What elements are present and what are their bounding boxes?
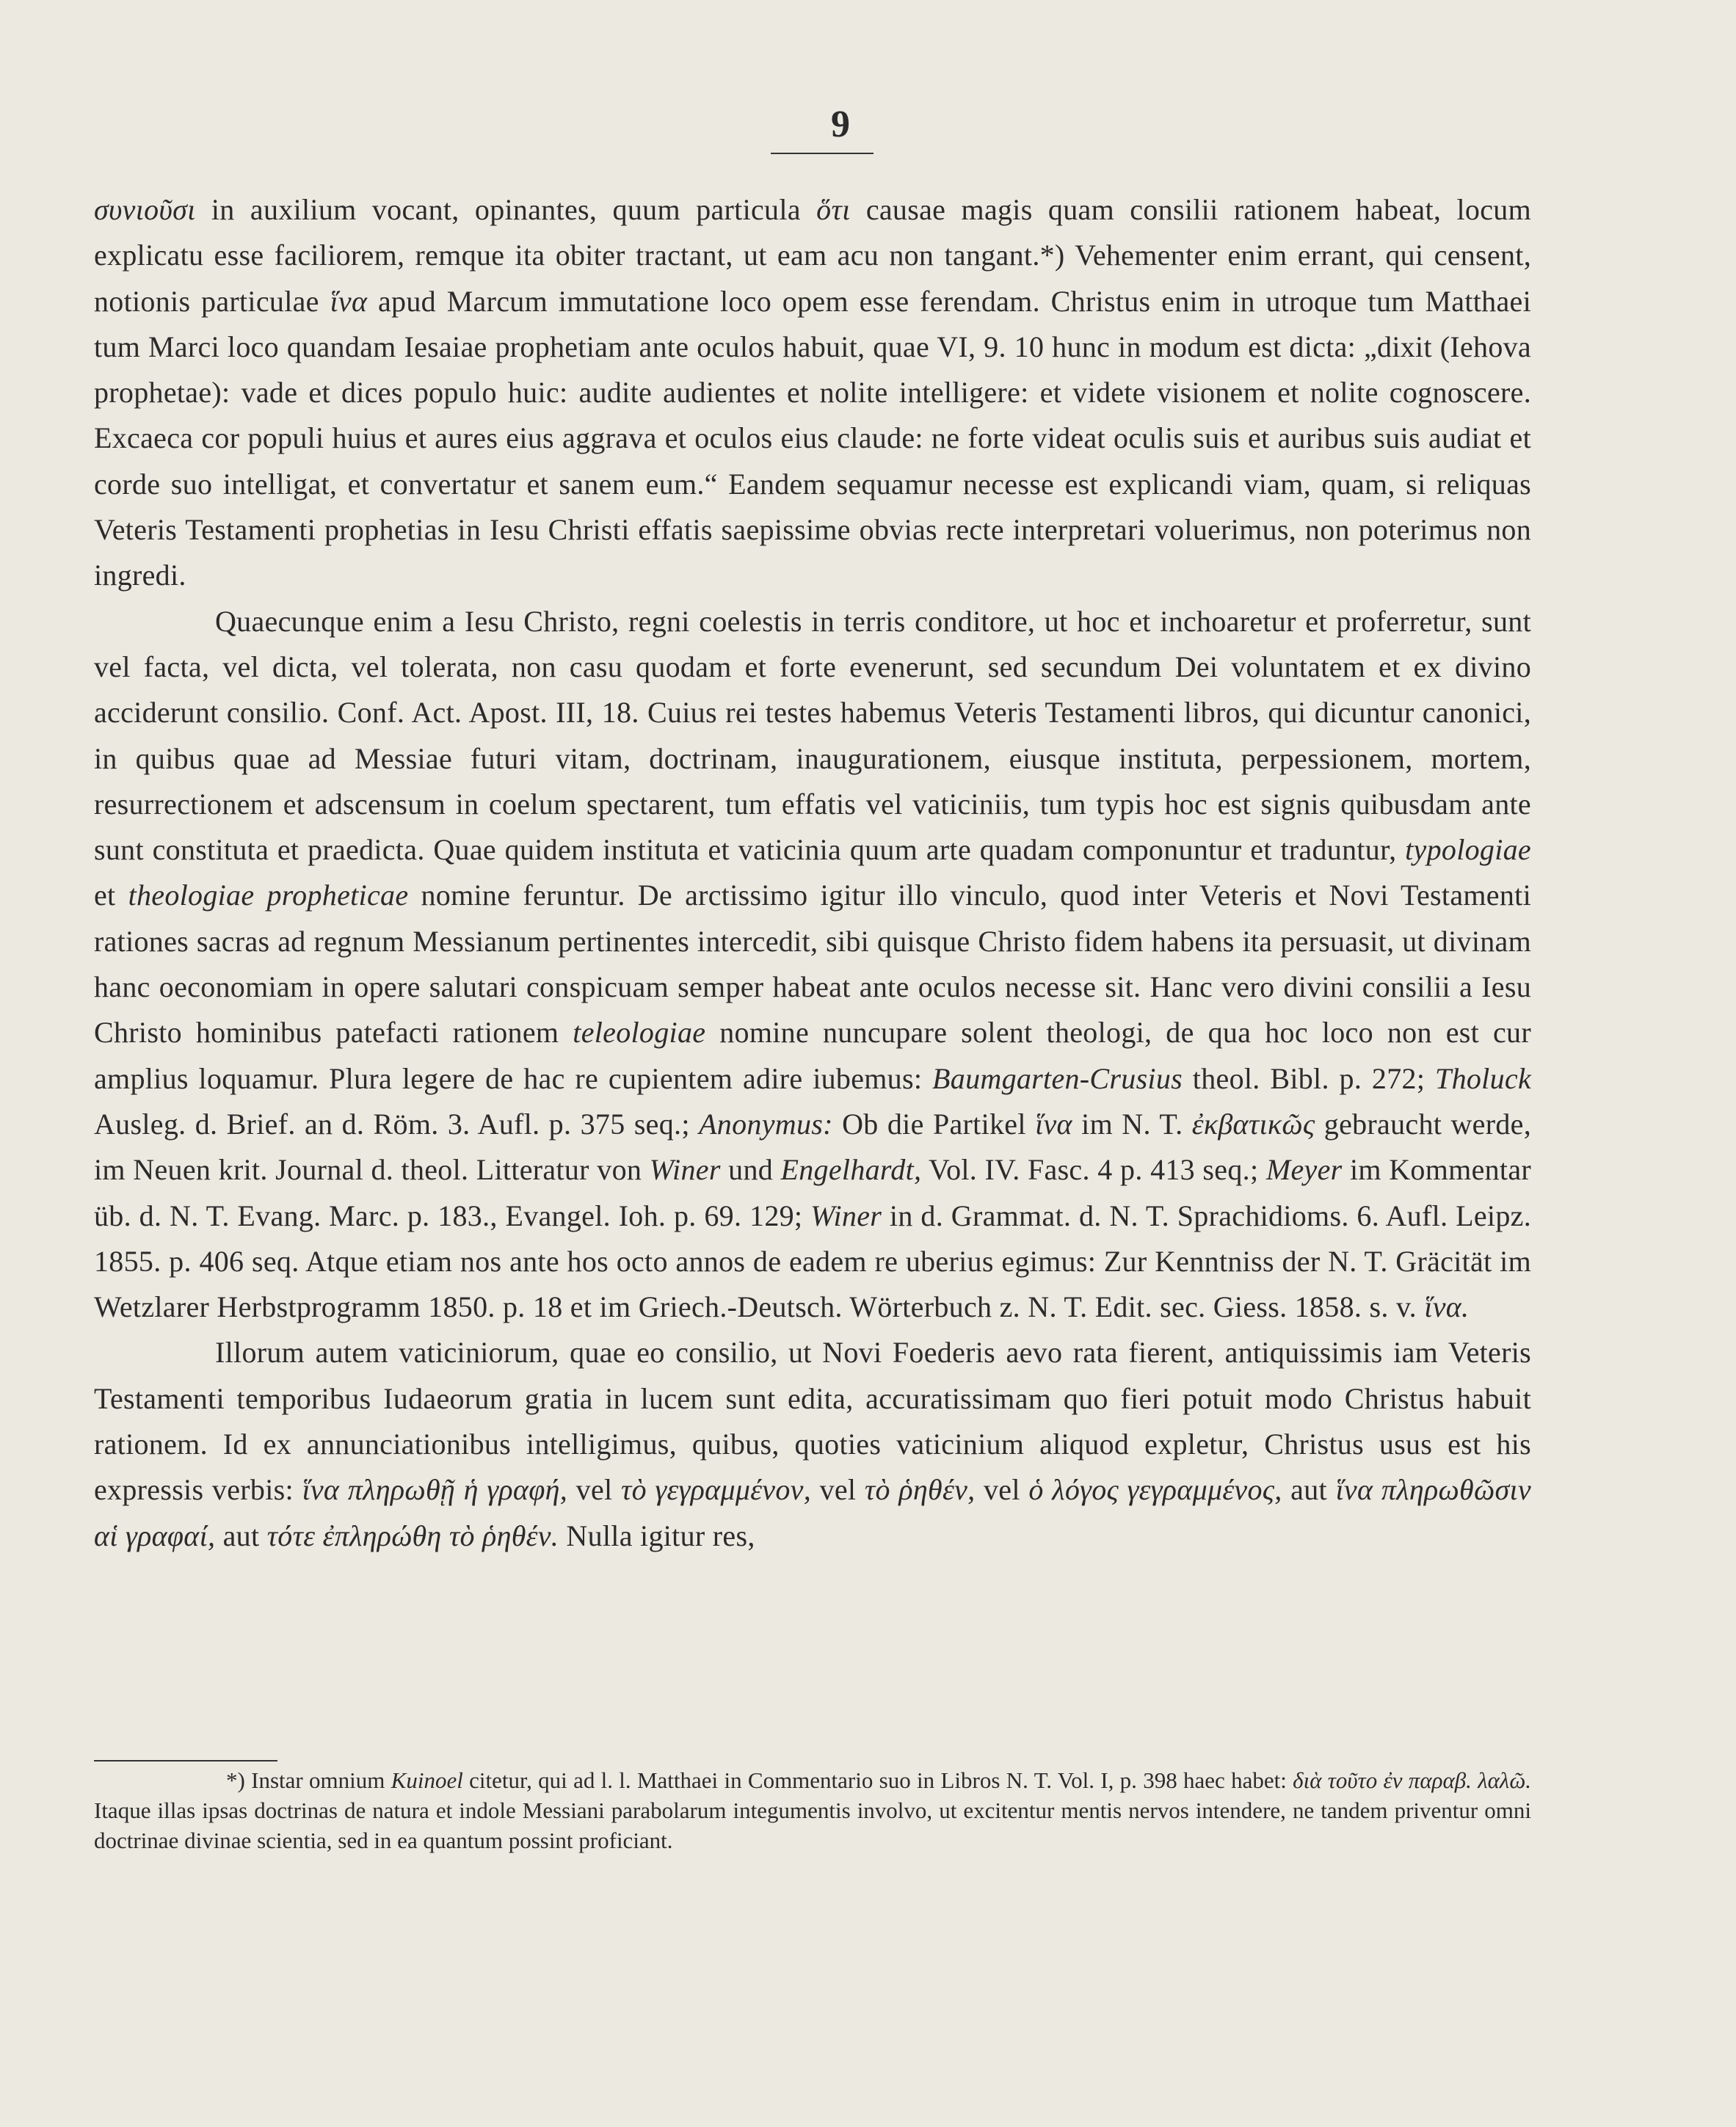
text-run: aut	[1282, 1473, 1336, 1507]
text-run: im N. T.	[1072, 1107, 1192, 1141]
greek-text: ὁ λόγος γεγραμμένος,	[1028, 1473, 1282, 1507]
text-run: vel	[811, 1473, 865, 1507]
italic-text: Meyer	[1265, 1153, 1343, 1187]
italic-text: Baumgarten-Crusius	[932, 1061, 1183, 1095]
italic-text: typologiae	[1405, 833, 1531, 867]
greek-text: ὅτι	[816, 193, 851, 226]
text-run: nomine nuncupare solent theologi, de qua hoc loco non est cur amplius loquamur. Plura legere de hac re cupientem adire iubemus:	[94, 1016, 1531, 1095]
greek-text: ἵνα.	[1424, 1290, 1470, 1324]
text-run: theol. Bibl. p. 272;	[1183, 1061, 1436, 1095]
greek-text: συνιοῦσι	[94, 193, 196, 226]
greek-text: τότε ἐπληρώθη τὸ ῥηθέν.	[266, 1519, 559, 1552]
greek-text: τὸ ῥηθέν,	[864, 1473, 976, 1507]
italic-text: Engelhardt,	[780, 1153, 922, 1187]
italic-text: Winer	[649, 1153, 721, 1187]
italic-text: Winer	[810, 1199, 882, 1232]
text-run: aut	[215, 1519, 267, 1552]
paragraph-2	[94, 599, 1531, 1331]
greek-text: τὸ γεγραμμένον,	[621, 1473, 811, 1507]
page-number: 9	[831, 103, 850, 145]
text-run: causae magis quam consilii rationem habeat, locum explicatu esse faciliorem, remque ita obiter tractant, ut eam acu non tangant.*) Vehementer enim errant, qui censent, notionis particulae	[94, 193, 1531, 318]
text-run: *) Instar omnium	[226, 1767, 391, 1793]
footnote-rule	[94, 1760, 277, 1761]
text-run: et	[94, 879, 128, 912]
text-run: Nulla igitur res,	[559, 1519, 755, 1552]
text-run: vel	[567, 1473, 621, 1507]
italic-text: Kuinoel	[391, 1767, 463, 1793]
greek-text: ἵνα	[330, 284, 368, 318]
footnote-text	[94, 1765, 1531, 1855]
text-run: Vol. IV. Fasc. 4 p. 413 seq.;	[921, 1153, 1266, 1187]
italic-text: Tholuck	[1435, 1061, 1531, 1095]
page-number-rule	[771, 153, 874, 154]
text-run: Itaque illas ipsas doctrinas de natura et indole Messiani parabolarum integumentis involvo, ut excitentur mentis nervos intendere, ne tandem priventur omni doctrinae divinae scientia, sed in ea quantum possint proficiant.	[94, 1797, 1531, 1853]
footnote	[94, 1765, 1531, 1855]
paragraph-1	[94, 187, 1531, 599]
text-run: Illorum autem vaticiniorum, quae eo consilio, ut Novi Foederis aevo rata fierent, antiquissimis iam Veteris Testamenti temporibus Iudaeorum gratia in lucem sunt edita, accuratissimam quo fieri potuit modo Christus habuit rationem. Id ex annunciationibus intelligimus, quibus, quoties vaticinium aliquod expletur, Christus usus est his expressis verbis:	[94, 1336, 1531, 1507]
text-run: vel	[975, 1473, 1029, 1507]
text-run: in auxilium vocant, opinantes, quum particula	[195, 193, 817, 226]
text-run: in d. Grammat. d. N. T. Sprachidioms. 6. Aufl. Leipz. 1855. p. 406 seq. Atque etiam nos ante hos octo annos de eadem re uberius egimus: Zur Kenntniss der N. T. Gräcität im Wetzlarer Herbstprogramm 1850. p. 18 et im Griech.-Deutsch. Wörterbuch z. N. T. Edit. sec. Giess. 1858. s. v.	[94, 1199, 1531, 1324]
text-run: gebraucht werde, im Neuen krit. Journal d. theol. Litteratur von	[94, 1107, 1531, 1187]
greek-text: ἐκβατικῶς	[1191, 1107, 1315, 1141]
paragraph-3	[94, 1330, 1531, 1558]
italic-text: Anonymus:	[699, 1107, 833, 1141]
greek-text: διὰ τοῦτο ἐν παραβ. λαλῶ.	[1293, 1767, 1531, 1793]
greek-text: ἵνα πληρωθῇ ἡ γραφή,	[302, 1473, 568, 1507]
text-run: Quaecunque enim a Iesu Christo, regni coelestis in terris conditore, ut hoc et inchoaretur et proferretur, sunt vel facta, vel dicta, vel tolerata, non casu quodam et forte evenerunt, sed secundum Dei voluntatem et ex divino acciderunt consilio. Conf. Act. Apost. III, 18. Cuius rei testes habemus Veteris Testamenti libros, qui dicuntur canonici, in quibus quae ad Messiae futuri vitam, doctrinam, inaugurationem, eiusque instituta, perpessionem, mortem, resurrectionem et adscensum in coelum spectarent, tum effatis vel vaticiniis, tum typis hoc est signis quibusdam ante sunt constituta et praedicta. Quae quidem instituta et vaticinia quum arte quadam componuntur et traduntur,	[94, 604, 1531, 867]
italic-text: theologiae propheticae	[128, 879, 409, 912]
text-run: citetur, qui ad l. l. Matthaei in Commentario suo in Libros N. T. Vol. I, p. 398 haec habet:	[462, 1767, 1293, 1793]
italic-text: teleologiae	[573, 1016, 706, 1050]
text-run: im Kommentar üb. d. N. T. Evang. Marc. p. 183., Evangel. Ioh. p. 69. 129;	[94, 1153, 1532, 1232]
greek-text: ἵνα	[1035, 1107, 1072, 1141]
text-run: nomine feruntur. De arctissimo igitur illo vinculo, quod inter Veteris et Novi Testamenti rationes sacras ad regnum Messianum pertinentes intercedit, sibi quisque Christo fidem habens ita persuasit, ut divinam hanc oeconomiam in opere salutari conspicuam semper habeat ante oculos necesse sit. Hanc vero divini consilii a Iesu Christo hominibus patefacti rationem	[94, 879, 1531, 1050]
text-run: Ob die Partikel	[832, 1107, 1036, 1141]
text-run: und	[720, 1153, 781, 1187]
body-text	[94, 187, 1531, 1559]
greek-text: ἵνα πληρωθῶσιν αἱ γραφαί,	[94, 1473, 1531, 1552]
text-run: Ausleg. d. Brief. an d. Röm. 3. Aufl. p. 375 seq.;	[94, 1107, 700, 1141]
text-run: apud Marcum immutatione loco opem esse ferendam. Christus enim in utroque tum Matthaei tum Marci loco quandam Iesaiae prophetiam ante oculos habuit, quae VI, 9. 10 hunc in modum est dicta: „dixit (Iehova prophetae): vade et dices populo huic: audite audientes et nolite intelligere: et videte visionem et nolite cognoscere. Excaeca cor populi huius et aures eius aggrava et oculos eius claude: ne forte videat oculis suis et auribus suis audiat et corde suo intelligat, et convertatur et sanem eum.“ Eandem sequamur necesse est explicandi viam, quam, si reliquas Veteris Testamenti prophetias in Iesu Christi effatis saepissime obvias recte interpretari voluerimus, non poterimus non ingredi.	[94, 284, 1531, 592]
